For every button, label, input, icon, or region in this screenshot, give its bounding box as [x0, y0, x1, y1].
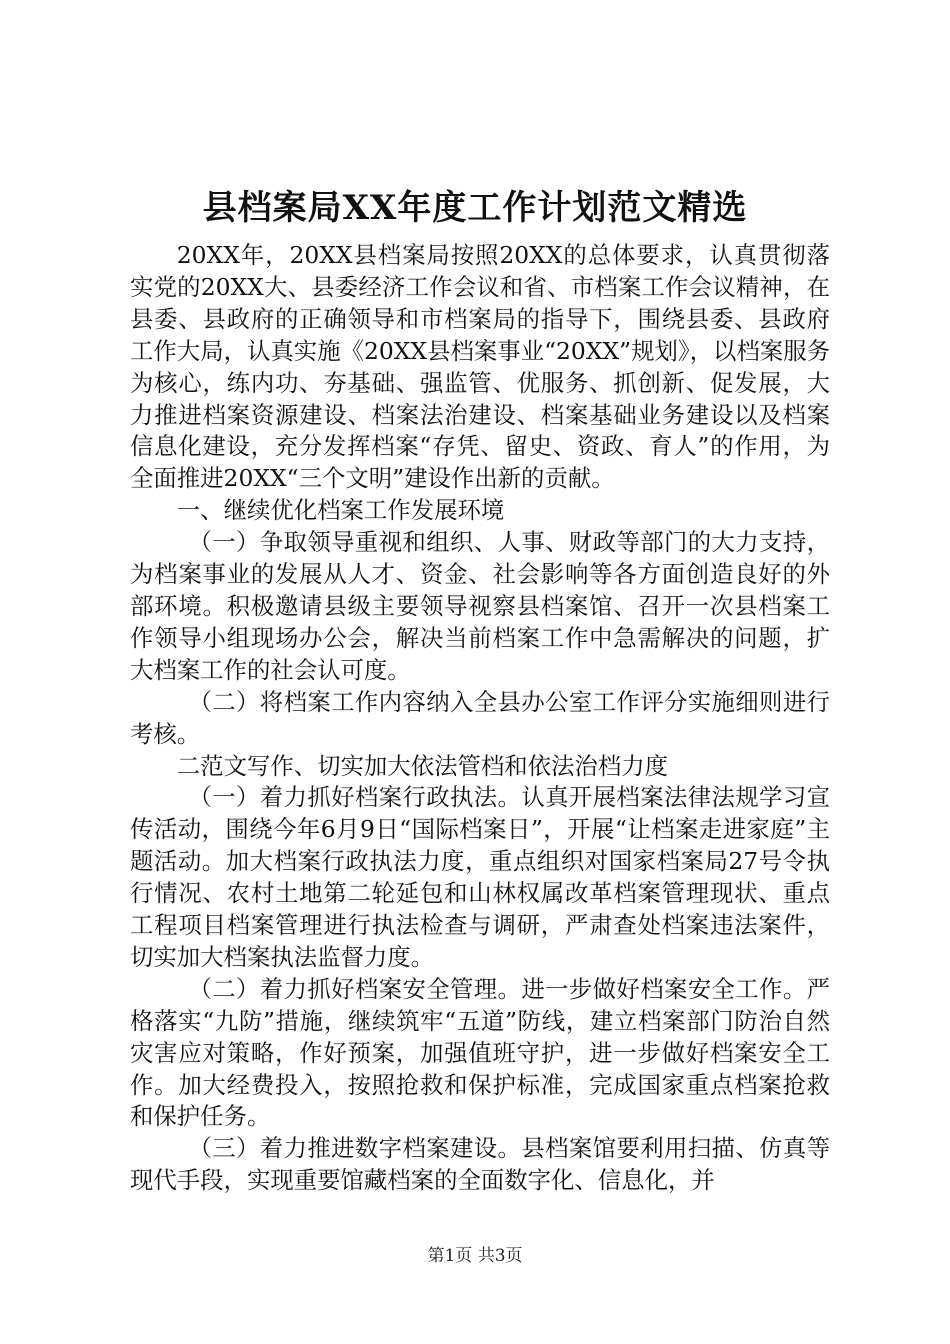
paragraph-intro: 20XX年，20XX县档案局按照20XX的总体要求，认真贯彻落实党的20XX大、县委经济工作会议和省、市档案工作会议精神，在县委、县政府的正确领导和市档案局的指导下，围绕县委、县政府工作大局，认真实施《20XX县档案事业“20XX”规划》，以档案服务为核心，练内功、夯基础、强监管、优服务、抓创新、促发展，大力推进档案资源建设、档案法治建设、档案基础业务建设以及档案信息化建设，充分发挥档案“存凭、留史、资政、育人”的作用，为全面推进20XX“三个文明”建设作出新的贡献。: [130, 241, 830, 493]
document-title: 县档案局XX年度工作计划范文精选: [202, 188, 748, 228]
document-body: [130, 240, 830, 1197]
paragraph-2-1: （一）着力抓好档案行政执法。认真开展档案法律法规学习宣传活动，围绕今年6月9日“国际档案日”，开展“让档案走进家庭”主题活动。加大档案行政执法力度，重点组织对国家档案局27号令执行情况、农村土地第二轮延包和山林权属改革档案管理现状、重点工程项目档案管理进行执法检查与调研，严肃查处档案违法案件，切实加大档案执法监督力度。: [130, 783, 830, 971]
paragraph-1-1: （一）争取领导重视和组织、人事、财政等部门的大力支持，为档案事业的发展从人才、资金、社会影响等各方面创造良好的外部环境。积极邀请县级主要领导视察县档案馆、召开一次县档案工作领导小组现场办公会，解决当前档案工作中急需解决的问题，扩大档案工作的社会认可度。: [130, 528, 830, 684]
section-heading-2: 二范文写作、切实加大依法管档和依法治档力度: [176, 751, 668, 780]
paragraph-1-2: （二）将档案工作内容纳入全县办公室工作评分实施细则进行考核。: [130, 687, 830, 748]
section-heading-1: 一、继续优化档案工作发展环境: [176, 496, 505, 525]
paragraph-2-3: （三）着力推进数字档案建设。县档案馆要利用扫描、仿真等现代手段，实现重要馆藏档案的全面数字化、信息化，并: [130, 1134, 830, 1195]
paragraph-2-2: （二）着力抓好档案安全管理。进一步做好档案安全工作。严格落实“九防”措施，继续筑牢“五道”防线，建立档案部门防治自然灾害应对策略，作好预案，加强值班守护，进一步做好档案安全工作。加大经费投入，按照抢救和保护标准，完成国家重点档案抢救和保护任务。: [130, 974, 830, 1131]
page-footer: 第1页 共3页: [427, 1246, 523, 1266]
